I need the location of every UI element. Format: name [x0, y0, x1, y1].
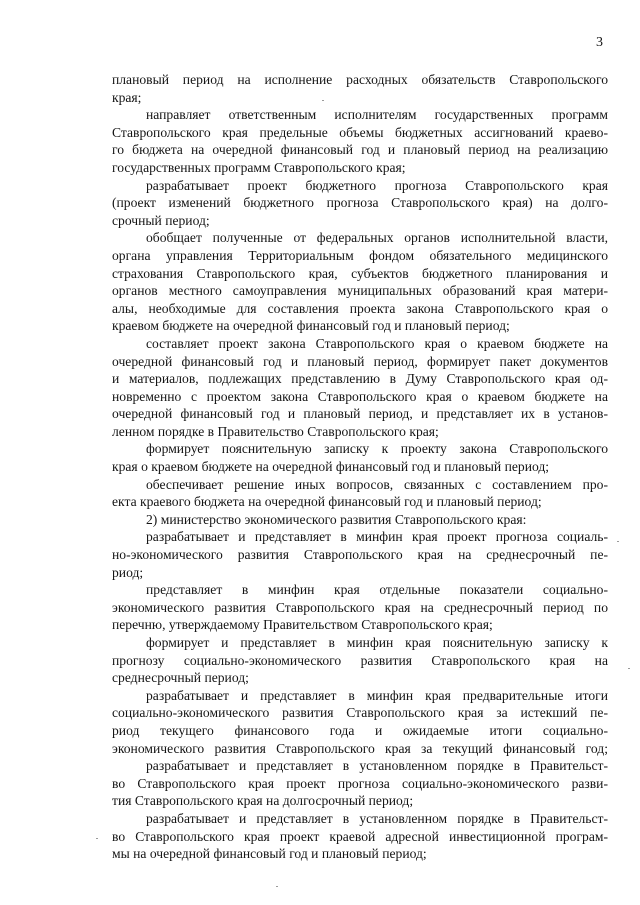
scan-speck: [322, 100, 324, 101]
text-line: прогнозу социально-экономического развития Ставропольского края на: [112, 652, 608, 668]
text-line: мы на очередной финансовый год и плановый период;: [112, 846, 427, 862]
text-line: края о краевом бюджете на очередной финансовый год и плановый период;: [112, 459, 550, 475]
text-line: Ставропольского края предельные объемы бюджетных ассигнований краево-: [112, 124, 608, 140]
scan-speck: [96, 838, 98, 839]
scan-speck: [276, 886, 278, 887]
text-line: социально-экономического развития Ставропольского края за истекший пе-: [112, 705, 608, 721]
text-line: составляет проект закона Ставропольского края о краевом бюджете на: [146, 335, 608, 351]
text-line: разрабатывает и представляет в установленном порядке в Правительст-: [146, 758, 608, 774]
text-line: разрабатывает проект бюджетного прогноза Ставропольского края: [146, 177, 608, 193]
scan-speck: [617, 541, 619, 542]
text-line: краевом бюджете на очередной финансовый год и плановый период;: [112, 318, 510, 334]
text-line: тия Ставропольского края на долгосрочный период;: [112, 793, 414, 809]
text-line: среднесрочный период;: [112, 670, 249, 686]
text-line: алы, необходимые для составления проекта закона Ставропольского края о: [112, 300, 608, 316]
text-line: екта краевого бюджета на очередной финансовый год и плановый период;: [112, 494, 542, 510]
text-line: формирует пояснительную записку к проекту закона Ставропольского: [146, 441, 608, 457]
text-line: края;: [112, 89, 142, 105]
text-line: во Ставропольского края проект прогноза социально-экономического разви-: [112, 775, 608, 791]
text-line: плановый период на исполнение расходных обязательств Ставропольского: [112, 72, 608, 87]
text-line: формирует и представляет в минфин края пояснительную записку к: [146, 635, 608, 650]
text-line: во Ставропольского края проект краевой адресной инвестиционной програм-: [112, 828, 608, 844]
text-line: органов местного самоуправления муниципальных образований края матери-: [112, 283, 608, 299]
text-line: разрабатывает и представляет в установленном порядке в Правительст-: [146, 810, 608, 826]
text-line: но-экономического развития Ставропольского края на среднесрочный пе-: [112, 547, 608, 563]
text-line: срочный период;: [112, 212, 210, 228]
text-line: и материалов, подлежащих представлению в Думу Ставропольского края од-: [112, 371, 608, 387]
text-line: новременно с проектом закона Ставропольского края о краевом бюджете на: [112, 388, 608, 404]
text-line: органа управления Территориальным фондом обязательного медицинского: [112, 247, 608, 263]
text-line: ленном порядке в Правительство Ставропольского края;: [112, 423, 439, 439]
text-line: представляет в минфин края отдельные показатели социально-: [146, 582, 608, 598]
page-number: 3: [596, 35, 603, 50]
text-line: разрабатывает и представляет в минфин края проект прогноза социаль-: [146, 529, 608, 545]
text-line: обеспечивает решение иных вопросов, связанных с составлением про-: [146, 476, 608, 492]
scan-speck: [628, 668, 630, 669]
text-line: очередной финансовый год и плановый период, и представляет их в установ-: [112, 406, 608, 422]
text-line: очередной финансовый год и плановый период, формирует пакет документов: [112, 353, 608, 369]
document-body: [112, 71, 608, 863]
text-line: экономического развития Ставропольского края за текущий финансовый год;: [112, 740, 608, 756]
text-line: направляет ответственным исполнителям государственных программ: [146, 107, 608, 123]
text-line: 2) министерство экономического развития Ставропольского края:: [146, 511, 527, 527]
text-line: риод текущего финансового года и ожидаемые итоги социально-: [112, 722, 608, 738]
text-line: разрабатывает и представляет в минфин края предварительные итоги: [146, 687, 608, 703]
text-line: экономического развития Ставропольского края на среднесрочный период по: [112, 599, 608, 615]
text-line: (проект изменений бюджетного прогноза Ставропольского края) на долго-: [112, 195, 608, 211]
text-line: риод;: [112, 564, 144, 580]
text-line: го бюджета на очередной финансовый год и плановый период на реализацию: [112, 142, 608, 158]
text-line: обобщает полученные от федеральных органов исполнительной власти,: [146, 230, 608, 246]
text-line: перечню, утверждаемому Правительством Ставропольского края;: [112, 617, 493, 633]
text-line: государственных программ Ставропольского края;: [112, 159, 406, 175]
text-line: страхования Ставропольского края, субъектов бюджетного планирования и: [112, 265, 608, 281]
